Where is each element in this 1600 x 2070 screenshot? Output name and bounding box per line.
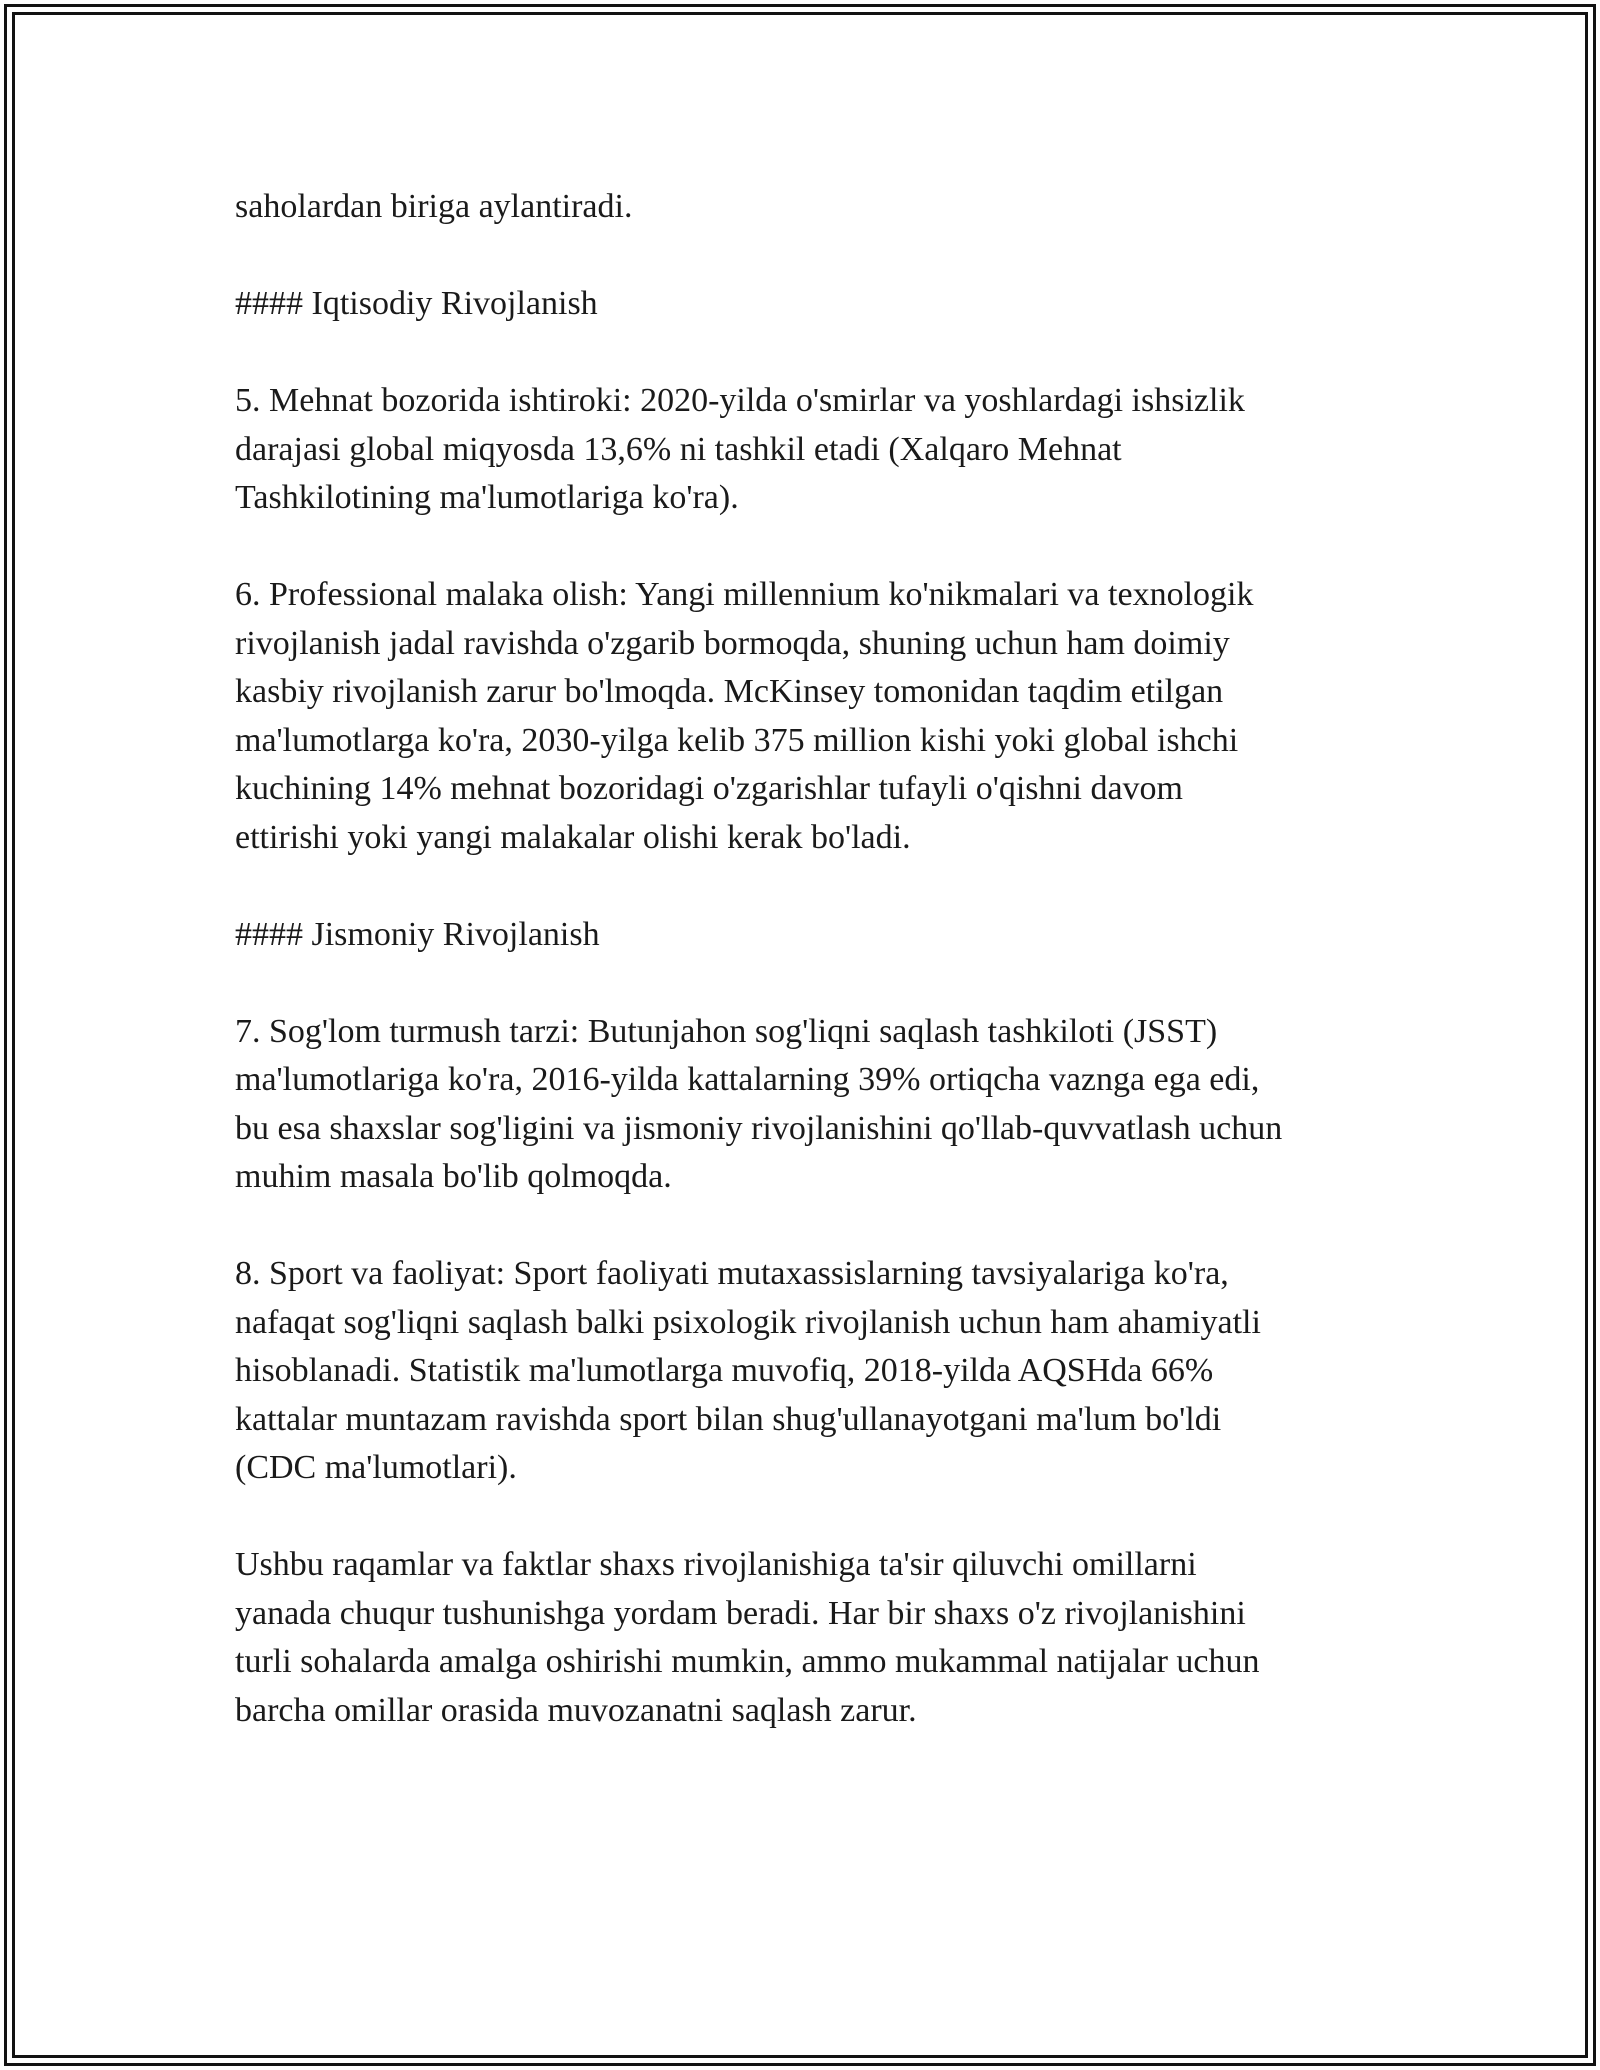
paragraph-item-5: 5. Mehnat bozorida ishtiroki: 2020-yilda o'smirlar va yoshlardagi ishsizlik darajasi global miqyosda 13,6% ni tashkil etadi (Xalqaro Mehnat Tashkilotining ma'lumotlariga ko'ra).	[235, 382, 1245, 516]
paragraph-continuation: saholardan biriga aylantiradi.	[235, 188, 633, 225]
paragraph-item-7: 7. Sog'lom turmush tarzi: Butunjahon sog'liqni saqlash tashkiloti (JSST) ma'lumotlariga ko'ra, 2016-yilda kattalarning 39% ortiqcha vaznga ega edi, bu esa shaxslar sog'ligini va jismoniy rivojlanishini qo'llab-quvvatlash uchun muhim masala bo'lib qolmoqda.	[235, 1012, 1283, 1195]
paragraph-item-8: 8. Sport va faoliyat: Sport faoliyati mutaxassislarning tavsiyalariga ko'ra, nafaqat sog'liqni saqlash balki psixologik rivojlanish uchun ham ahamiyatli hisoblanadi. Statistik ma'lumotlarga muvofiq, 2018-yilda AQSHda 66% kattalar muntazam ravishda sport bilan shug'ullanayotgani ma'lum bo'ldi (CDC ma'lumotlari).	[235, 1255, 1261, 1486]
document-body	[235, 183, 1385, 1784]
heading-economic-development: #### Iqtisodiy Rivojlanish	[235, 285, 598, 322]
paragraph-item-6: 6. Professional malaka olish: Yangi millennium ko'nikmalari va texnologik rivojlanish jadal ravishda o'zgarib bormoqda, shuning uchun ham doimiy kasbiy rivojlanish zarur bo'lmoqda. McKinsey tomonidan taqdim etilgan ma'lumotlarga ko'ra, 2030-yilga kelib 375 million kishi yoki global ishchi kuchining 14% mehnat bozoridagi o'zgarishlar tufayli o'qishni davom ettirishi yoki yangi malakalar olishi kerak bo'ladi.	[235, 576, 1254, 856]
heading-physical-development: #### Jismoniy Rivojlanish	[235, 915, 600, 953]
paragraph-conclusion: Ushbu raqamlar va faktlar shaxs rivojlanishiga ta'sir qiluvchi omillarni yanada chuqur tushunishga yordam beradi. Har bir shaxs o'z rivojlanishini turli sohalarda amalga oshirishi mumkin, ammo mukammal natijalar uchun barcha omillar orasida muvozanatni saqlash zarur.	[235, 1546, 1260, 1729]
